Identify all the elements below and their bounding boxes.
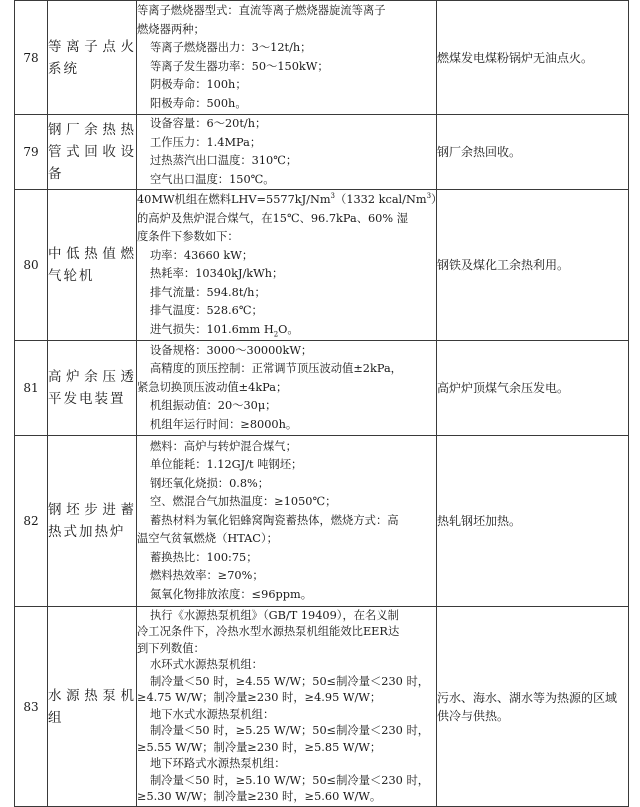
application-scope: 燃煤发电煤粉锅炉无油点火。: [437, 1, 629, 115]
param-line: 机组年运行时间：≥8000h。: [150, 417, 298, 431]
param-line: 高精度的顶压控制：正常调节顶压波动值±2kPa，: [150, 362, 402, 376]
table-row: [15, 190, 629, 341]
param-line: 工作压力：1.4MPa；: [150, 135, 262, 149]
table-row: [15, 341, 629, 436]
param-line: 热耗率：10340kJ/kWh；: [150, 267, 284, 280]
application-scope: 高炉炉顶煤气余压发电。: [437, 341, 629, 436]
param-line: 执行《水源热泵机组》（GB/T 19409），在名义制: [150, 608, 399, 622]
param-line: 功率：43660 kW；: [150, 248, 254, 262]
param-line: 单位能耗：1.12GJ/t 吨钢坯；: [150, 458, 303, 472]
param-line: 温空气贫氧燃烧（HTAC）；: [137, 532, 278, 546]
param-line: 制冷量＜50 时，≥5.25 W/W；50≤制冷量＜230 时，: [150, 724, 430, 737]
table-row: [15, 1, 629, 115]
param-line: 燃料：高炉与转炉混合煤气；: [150, 439, 297, 453]
param-line: 制冷量＜50 时，≥5.10 W/W；50≤制冷量＜230 时，: [150, 773, 430, 787]
param-line: 设备容量：6～20t/h；: [150, 117, 267, 130]
param-line: ≥5.30 W/W；制冷量≥230 时，≥5.60 W/W。: [137, 790, 382, 803]
param-line: 度条件下参数如下：: [137, 230, 239, 243]
param-line: 制冷量＜50 时，≥4.55 W/W；50≤制冷量＜230 时，: [150, 674, 430, 688]
param-line: 设备规格：3000～30000kW；: [150, 343, 313, 357]
table-row: [15, 607, 629, 807]
param-line: 进气损失：101.6mm $H_2O$。: [150, 322, 299, 338]
application-scope: 钢厂余热回收。: [437, 115, 629, 190]
row-number: 83: [15, 607, 48, 807]
technology-name: 高炉余压透平发电装置: [48, 341, 137, 436]
row-number: 81: [15, 341, 48, 436]
param-line: 排气流量：594.8t/h；: [150, 285, 266, 299]
param-line: 钢坯氧化烧损：0.8%；: [150, 476, 270, 490]
param-line: 等离子发生器功率：50～150kW；: [150, 59, 329, 73]
technology-table: [14, 0, 629, 807]
technical-parameters: [137, 190, 443, 341]
param-line: 阳极寿命：500h。: [150, 96, 247, 110]
technical-parameters: [137, 436, 437, 607]
technology-name: 钢厂余热热管式回收设备: [48, 115, 137, 190]
param-line: 空气出口温度：150℃。: [150, 172, 275, 186]
param-line: 地下水式水源热泵机组：: [150, 707, 275, 721]
param-line: ≥5.55 W/W；制冷量≥230 时，≥5.85 W/W；: [137, 740, 382, 754]
param-line: 的高炉及焦炉混合煤气，在15℃、96.7kPa、60% 湿: [137, 211, 408, 225]
technology-name: 中低热值燃气轮机: [48, 190, 137, 341]
technical-parameters: [137, 341, 437, 436]
param-line: 过热蒸汽出口温度：310℃；: [150, 154, 298, 167]
param-line: 排气温度：528.6℃；: [150, 304, 263, 317]
technology-name: 等离子点火系统: [48, 1, 137, 115]
param-line: 氮氧化物排放浓度：≤96ppm。: [150, 587, 312, 601]
param-line: 等离子燃烧器型式：直流等离子燃烧器旋流等离子: [137, 4, 386, 17]
param-line: 阴极寿命：100h；: [150, 78, 247, 91]
row-number: 79: [15, 115, 48, 190]
param-line: 燃料热效率：≥70%；: [150, 569, 264, 583]
param-line: 燃烧器两种；: [137, 22, 205, 36]
param-line: ≥4.75 W/W；制冷量≥230 时，≥4.95 W/W；: [137, 691, 382, 704]
technical-parameters: [137, 1, 437, 115]
row-number: 82: [15, 436, 48, 607]
technology-name: 钢坯步进蓄热式加热炉: [48, 436, 137, 607]
technical-parameters: [137, 115, 437, 190]
param-line: 水环式水源热泵机组：: [150, 658, 263, 671]
application-scope: 污水、海水、湖水等为热源的区域供冷与供热。: [437, 607, 629, 807]
row-number: 80: [15, 190, 48, 341]
technology-name: 水源热泵机组: [48, 607, 137, 807]
param-line: 蓄热材料为氧化铝蜂窝陶瓷蓄热体，燃烧方式：高: [150, 513, 399, 527]
table-row: [15, 436, 629, 607]
param-line: 40MW机组在燃料$LHV=5577kJ/Nm^3(1332$ kcal/Nm$^3$）: [137, 192, 443, 206]
table-row: [15, 115, 629, 190]
param-line: 蓄换热比：100:75；: [150, 550, 258, 564]
param-line: 到下列数值：: [137, 641, 205, 655]
param-line: 地下环路式水源热泵机组：: [150, 757, 286, 770]
application-scope: 钢铁及煤化工余热利用。: [437, 190, 629, 341]
param-line: 机组振动值：20～30μ；: [150, 399, 277, 413]
row-number: 78: [15, 1, 48, 115]
param-line: 等离子燃烧器出力：3～12t/h；: [150, 41, 312, 54]
technical-parameters: [137, 607, 437, 807]
param-line: 紧急切换顶压波动值±4kPa；: [137, 380, 288, 394]
param-line: 冷工况条件下，冷热水型水源热泵机组能效比EER达: [137, 625, 400, 638]
application-scope: 热轧钢坯加热。: [437, 436, 629, 607]
param-line: 空、燃混合气加热温度：≥1050℃；: [150, 495, 337, 509]
